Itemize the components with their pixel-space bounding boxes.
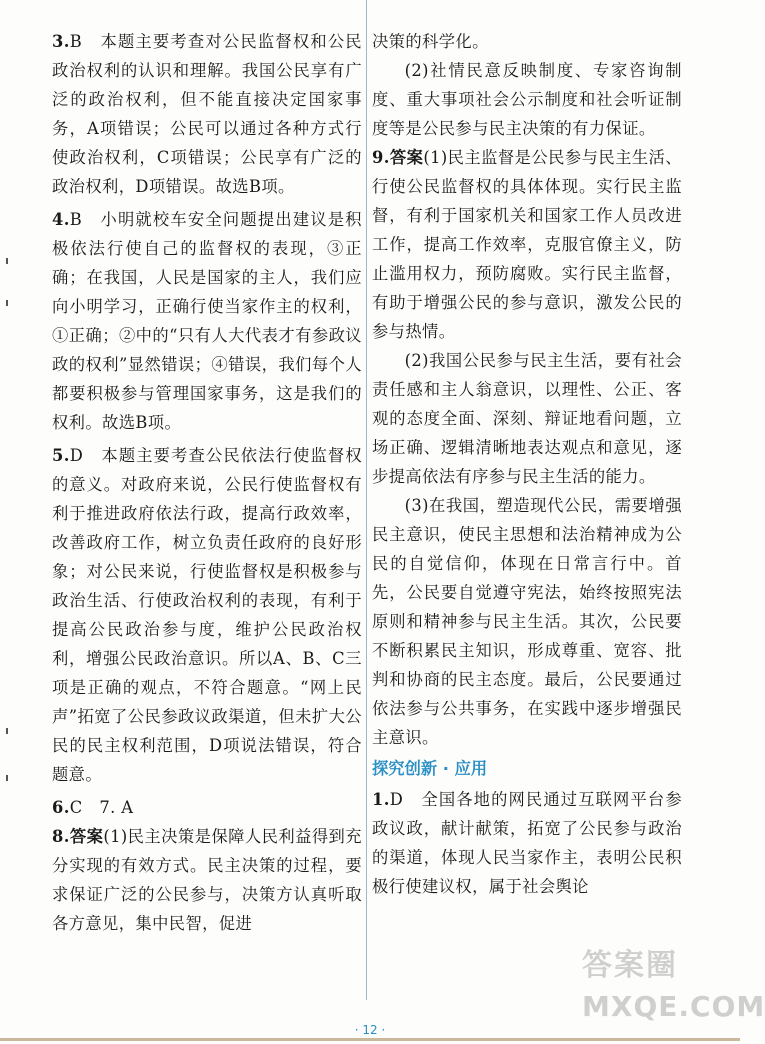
answer-4 [52, 205, 362, 437]
answer-8 [52, 822, 362, 938]
edge-mark [6, 300, 8, 306]
answer-key-label: 答案 [389, 148, 424, 167]
answer-text: (1)民主监督是公民参与民主生活、行使公民监督权的具体体现。实行民主监督，有利于国家机关和国家工作人员改进工作，提高工作效率，克服官僚主义，防止滥用权力，预防腐败。实行民主监督，有助于增强公民的参与意识，激发公民的参与热情。 [372, 148, 682, 341]
answer-9-part2: (2)我国公民参与民主生活，要有社会责任感和主人翁意识，以理性、公正、客观的态度全面、深刻、辩证地看问题，立场正确、逻辑清晰地表达观点和意见，逐步提高依法有序参与民主生活的能力。 [372, 351, 682, 486]
answer-text: C 7. A [69, 798, 134, 817]
edge-mark [6, 775, 8, 781]
answer-text: D 本题主要考查公民依法行使监督权的意义。对政府来说，公民行使监督权有利于推进政府依法行政，提高行政效率，改善政府工作，树立负责任政府的良好形象；对公民来说，行使监督权是积极参与政治生活、行使政治权利的表现，有利于提高公民政治参与度，维护公民政治权利，增强公民政治意识。所以A、B、C三项是正确的观点，不符合题意。“网上民声”拓宽了公民参政议政渠道，但未扩大公民的民主权利范围，D项说法错误，符合题意。 [52, 446, 362, 784]
answer-text: D 全国各地的网民通过互联网平台参政议政，献计献策，拓宽了公民参与政治的渠道，体现人民当家作主，表明公民积极行使建议权，属于社会舆论 [372, 790, 682, 896]
left-column [52, 27, 362, 938]
answer-text: B 本题主要考查对公民监督权和公民政治权利的认识和理解。我国公民享有广泛的政治权利，但不能直接决定国家事务，A项错误；公民可以通过各种方式行使政治权利，C项错误；公民享有广泛的政治权利，D项错误。故选B项。 [52, 32, 362, 196]
question-number: 9. [372, 148, 390, 167]
answer-5 [52, 441, 362, 789]
answer-8-part2: (2)社情民意反映制度、专家咨询制度、重大事项社会公示制度和社会听证制度等是公民参与民主决策的有力保证。 [372, 61, 682, 138]
answer-9-part1 [372, 143, 682, 346]
question-number: 4. [52, 210, 70, 229]
question-number: 8. [52, 827, 70, 846]
answer-text: B 小明就校车安全问题提出建议是积极依法行使自己的监督权的表现，③正确；在我国，人民是国家的主人，我们应向小明学习，正确行使当家作主的权利，①正确；②中的“只有人大代表才有参政议政的权利”显然错误；④错误，我们每个人都要积极参与管理国家事务，这是我们的权利。故选B项。 [52, 210, 362, 432]
page-number: · 12 · [354, 1023, 386, 1037]
right-column [372, 27, 682, 901]
edge-mark [6, 258, 8, 264]
answer-text: (1)民主决策是保障人民利益得到充分实现的有效方式。民主决策的过程，要求保证广泛的公民参与，决策方认真听取各方意见，集中民智，促进 [52, 827, 362, 933]
question-number: 6. [52, 798, 70, 817]
answer-8-continuation: 决策的科学化。 [372, 32, 489, 51]
section-title: 探究创新 · 应用 [372, 759, 488, 778]
question-number: 3. [52, 32, 70, 51]
answer-6-7 [52, 793, 362, 822]
answer-1 [372, 785, 682, 901]
edge-mark [6, 728, 8, 734]
answer-key-label: 答案 [69, 827, 104, 846]
watermark-bottom: MXQE.COM [582, 990, 765, 1023]
column-divider [366, 0, 367, 1000]
watermark-top: 答案圈 [582, 948, 678, 983]
answer-9-part3: (3)在我国，塑造现代公民，需要增强民主意识，使民主思想和法治精神成为公民的自觉信仰，体现在日常言行中。首先，公民要自觉遵守宪法，始终按照宪法原则和精神参与民主生活。其次，公民要不断积累民主知识，形成尊重、宽容、批判和协商的民主态度。最后，公民要通过依法参与公共事务，在实践中逐步增强民主意识。 [372, 496, 682, 747]
answer-3 [52, 27, 362, 201]
question-number: 5. [52, 446, 70, 465]
question-number: 1. [372, 790, 390, 809]
bottom-rule [0, 1038, 740, 1041]
